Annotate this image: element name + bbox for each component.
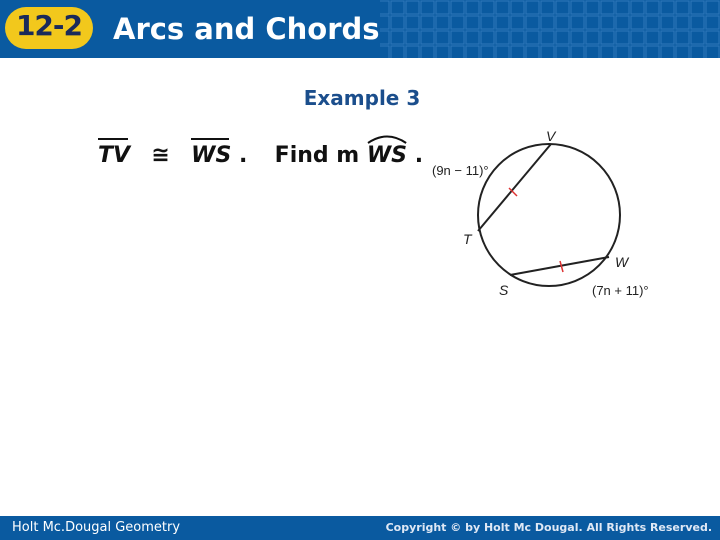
chord-tv-line (478, 144, 551, 231)
arc-ws-measure: (7n + 11)° (592, 283, 649, 298)
arc-symbol (367, 132, 407, 144)
point-w-label: W (615, 254, 629, 270)
arc-ws-wrapper (367, 143, 407, 168)
problem-statement (98, 143, 423, 168)
example-title: Example 3 (303, 86, 421, 110)
chord-tv: TV (98, 143, 131, 168)
point-s-label: S (499, 282, 509, 298)
footer-copyright: Copyright © by Holt Mc Dougal. All Rights Reserved. (385, 521, 712, 534)
lesson-title: Arcs and Chords (113, 12, 380, 46)
arc-tv-measure: (9n − 11)° (432, 163, 489, 178)
point-v-label: V (546, 128, 556, 144)
header-bar (0, 0, 720, 58)
chord-sw-line (510, 257, 609, 275)
footer-publisher: Holt Mc.Dougal Geometry (12, 520, 181, 535)
arc-ws: WS (366, 143, 408, 168)
lesson-number: 12-2 (15, 9, 83, 42)
circle (478, 144, 620, 286)
footer-bar (0, 516, 720, 540)
circle-diagram (420, 125, 670, 310)
point-t-label: T (463, 231, 472, 247)
find-text: Find m (274, 143, 360, 168)
statement-end: . (414, 143, 424, 168)
congruent-symbol: ≅ (151, 143, 170, 168)
chord-ws: WS (191, 143, 232, 168)
statement-period: . (238, 143, 248, 168)
